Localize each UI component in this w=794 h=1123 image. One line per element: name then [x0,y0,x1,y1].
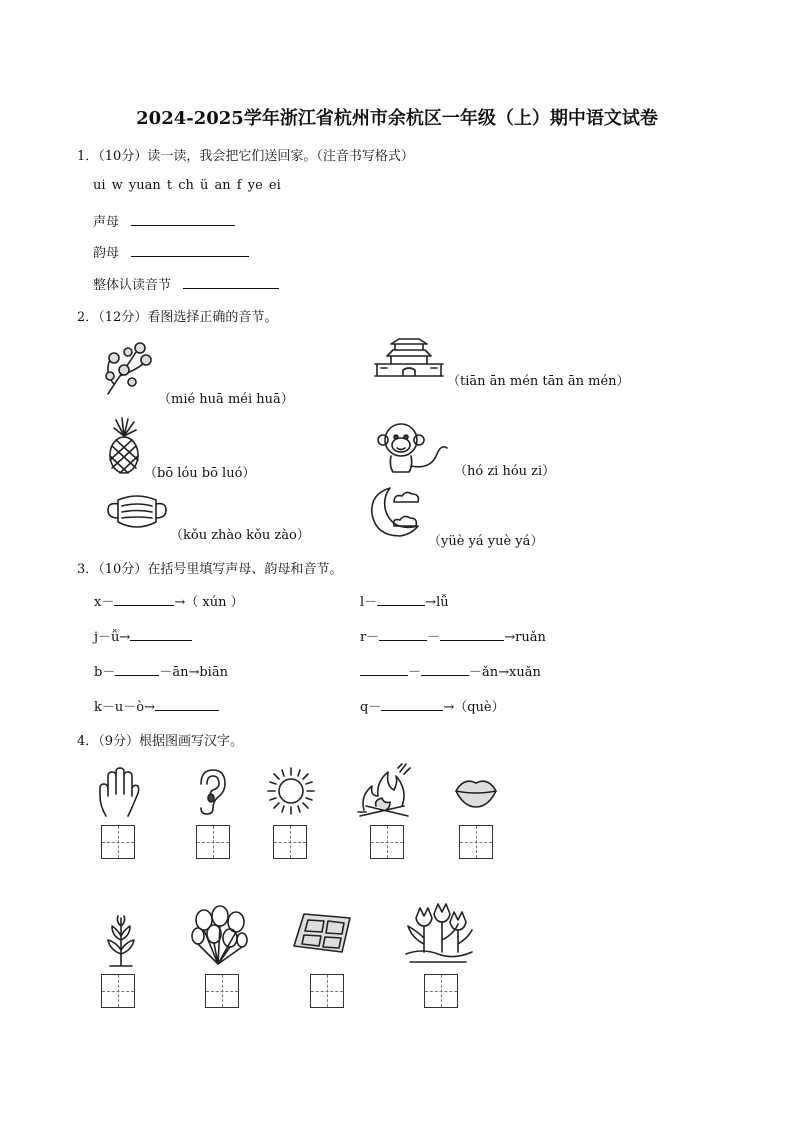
writing-box[interactable] [101,974,135,1008]
q1-letters: ui w yuan t ch ü an f ye ei [93,178,281,193]
flowers-icon [402,904,474,964]
q3-row2-left [94,626,192,645]
q3-stem: 3．（10分）在括号里填写声母、韵母和音节。 [77,562,343,577]
q3-blank[interactable] [130,628,192,641]
q2-options-6: （yüè yá yuè yá） [428,534,544,549]
q1-line-whole [93,274,279,293]
q3-text: q－ [360,700,382,715]
q3-text: l－ [360,595,378,610]
writing-box[interactable] [205,974,239,1008]
q2-stem: 2．（12分）看图选择正确的音节。 [77,310,278,325]
q3-text: k－u－ò→ [94,700,155,715]
q1-line-initials [93,211,235,230]
mouth-icon [454,775,498,809]
q3-text: x－ [94,595,115,610]
q3-text: j－ǚ→ [94,630,131,645]
plum-blossom-icon [100,338,156,398]
q2-options-4: （hó zi hóu zi） [454,464,556,479]
q3-row4-left [94,696,219,715]
q1-line-finals [93,242,249,261]
q4-stem: 4．（9分）根据图画写汉字。 [77,734,244,749]
q2-options-3: （bō lóu bō luó） [144,466,256,481]
q3-row3-right [360,661,541,680]
q3-blank[interactable] [155,698,219,711]
q3-text: →ruǎn [504,630,546,645]
q3-text: － [427,630,441,645]
q3-text: －ān→biān [159,665,228,680]
writing-box[interactable] [101,825,135,859]
writing-box[interactable] [310,974,344,1008]
q3-text: r－ [360,630,380,645]
q3-row3-left [94,661,228,680]
hand-icon [96,766,140,818]
q3-blank[interactable] [115,663,159,676]
balloons-icon [190,906,248,968]
q1-whole-blank[interactable] [183,276,279,289]
writing-box[interactable] [424,974,458,1008]
q3-row1-left [94,591,244,610]
q3-blank[interactable] [377,593,425,606]
q1-initials-label: 声母 [93,215,120,230]
fire-icon [356,762,414,820]
q3-text: →（què） [443,700,505,715]
q3-row2-right [360,626,546,645]
pineapple-icon [106,418,142,474]
q2-options-5: （kǒu zhào kǒu zào） [170,528,310,543]
writing-box[interactable] [196,825,230,859]
moon-icon [368,484,424,540]
q3-blank[interactable] [440,628,504,641]
field-icon [292,912,354,954]
q1-initials-blank[interactable] [131,213,235,226]
q3-blank[interactable] [114,593,174,606]
page-title: 2024-2025学年浙江省杭州市余杭区一年级（上）期中语文试卷 [136,108,658,129]
q2-options-2: （tiān ān mén tān ān mén） [447,374,630,389]
q3-row4-right [360,696,505,715]
mask-icon [106,490,168,532]
seedling-icon [104,914,138,968]
q3-blank[interactable] [381,698,443,711]
q3-text: b－ [94,665,116,680]
q3-text: －ǎn→xuǎn [469,665,541,680]
q3-text: →lǚ [425,595,449,610]
q3-blank[interactable] [421,663,469,676]
q1-stem: 1．（10分）读一读，我会把它们送回家。（注音书写格式） [77,149,414,164]
ear-icon [195,768,227,816]
writing-box[interactable] [273,825,307,859]
monkey-icon [375,420,451,474]
q1-finals-blank[interactable] [131,244,249,257]
q3-row1-right [360,591,449,610]
q3-text: →（ xún ） [174,595,244,610]
q2-options-1: （mié huā méi huā） [158,392,294,407]
q3-blank[interactable] [379,628,427,641]
q3-text: － [408,665,422,680]
sun-icon [266,766,316,816]
tiananmen-icon [373,336,445,380]
q3-blank[interactable] [360,663,408,676]
q1-whole-label: 整体认读音节 [93,278,172,293]
writing-box[interactable] [459,825,493,859]
q1-finals-label: 韵母 [93,246,120,261]
writing-box[interactable] [370,825,404,859]
